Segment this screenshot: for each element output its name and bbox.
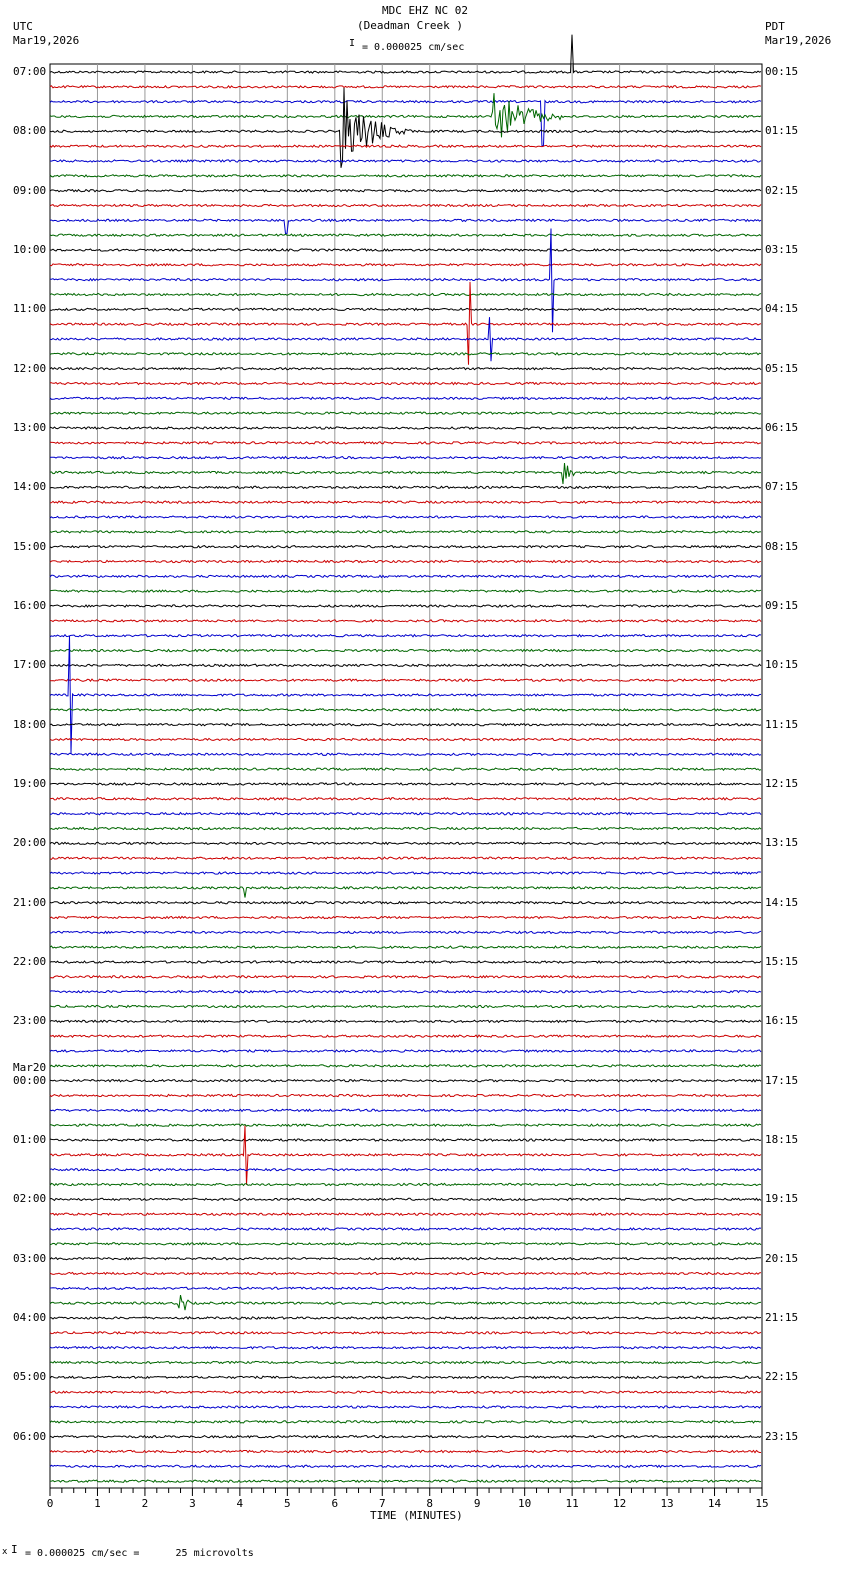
trace-28	[50, 486, 761, 488]
trace-5	[50, 145, 761, 147]
trace-65	[50, 1035, 761, 1037]
trace-39	[50, 649, 761, 651]
utc-hour-label: 16:00	[13, 599, 47, 612]
pdt-hour-label: 19:15	[765, 1192, 799, 1206]
utc-hour-label: 17:00	[13, 658, 47, 672]
trace-15	[50, 293, 761, 295]
pdt-hour-label: 22:15	[765, 1370, 799, 1384]
trace-20	[50, 368, 761, 370]
utc-hour-label: 12:00	[13, 361, 47, 375]
trace-40	[50, 664, 761, 666]
pdt-hour-label: 04:15	[765, 302, 799, 316]
trace-25	[50, 442, 761, 444]
pdt-hour-label: 16:15	[765, 1014, 799, 1028]
utc-hour-label: 01:00	[13, 1133, 47, 1146]
utc-hour-label: 07:00	[13, 65, 47, 78]
trace-78	[50, 1228, 761, 1230]
x-tick-label-5: 5	[284, 1497, 291, 1510]
trace-56	[50, 902, 761, 904]
pdt-hour-label: 01:15	[765, 124, 799, 138]
pdt-hour-label: 14:15	[765, 895, 799, 909]
trace-80	[50, 1258, 761, 1260]
x-tick-label-15: 15	[755, 1497, 769, 1510]
pdt-hour-label: 05:15	[765, 361, 799, 375]
trace-26	[50, 457, 761, 459]
trace-73	[50, 1126, 761, 1185]
trace-51	[50, 827, 761, 829]
pdt-hour-label: 17:15	[765, 1073, 799, 1087]
trace-66	[50, 1050, 761, 1052]
trace-62	[50, 991, 761, 993]
pdt-hour-label: 08:15	[765, 539, 799, 553]
pdt-hour-label: 18:15	[765, 1133, 799, 1146]
trace-43	[50, 709, 761, 711]
trace-1	[50, 86, 761, 88]
trace-37	[50, 620, 761, 622]
trace-67	[50, 1065, 761, 1067]
utc-hour-label: 03:00	[13, 1251, 47, 1265]
trace-32	[50, 546, 761, 548]
utc-hour-label: 20:00	[13, 836, 47, 850]
utc-hour-label: 11:00	[13, 302, 47, 316]
trace-88	[50, 1376, 761, 1378]
trace-layer	[50, 35, 761, 1483]
trace-85	[50, 1332, 761, 1334]
trace-8	[50, 190, 761, 192]
pdt-hour-label: 07:15	[765, 480, 799, 494]
trace-72	[50, 1139, 761, 1141]
trace-23	[50, 412, 761, 414]
trace-86	[50, 1347, 761, 1349]
trace-53	[50, 857, 761, 859]
scale-label: = 0.000025 cm/sec	[362, 42, 465, 53]
utc-hour-label: 19:00	[13, 777, 47, 790]
location-subtitle: (Deadman Creek )	[357, 19, 463, 32]
station-title: MDC EHZ NC 02	[381, 4, 469, 17]
trace-14	[50, 229, 761, 333]
pdt-hour-label: 03:15	[765, 243, 799, 256]
x-tick-label-14: 14	[707, 1497, 722, 1510]
trace-83	[50, 1295, 761, 1310]
trace-31	[50, 531, 761, 533]
trace-22	[50, 397, 761, 399]
trace-35	[50, 590, 761, 592]
x-tick-label-9: 9	[473, 1497, 481, 1510]
trace-76	[50, 1198, 761, 1200]
trace-71	[50, 1124, 761, 1126]
trace-42	[50, 636, 761, 754]
trace-64	[50, 1020, 761, 1022]
x-tick-label-3: 3	[189, 1497, 196, 1510]
utc-hour-label: 04:00	[13, 1311, 47, 1324]
x-tick-label-11: 11	[565, 1497, 579, 1510]
scale-bar-icon: I	[349, 38, 356, 49]
trace-57	[50, 916, 761, 918]
footer-arrow-icon: x	[2, 1547, 8, 1557]
x-tick-label-0: 0	[46, 1497, 54, 1510]
pdt-date-label: Mar19,2026	[765, 34, 832, 47]
trace-82	[50, 1287, 761, 1289]
x-axis	[47, 1488, 769, 1510]
trace-70	[50, 1109, 761, 1111]
footer-scale-note: = 0.000025 cm/sec = 25 microvolts	[25, 1548, 254, 1559]
trace-4	[50, 88, 761, 168]
trace-63	[50, 1005, 761, 1007]
trace-11	[50, 234, 761, 236]
x-tick-label-1: 1	[94, 1497, 101, 1510]
x-tick-label-10: 10	[518, 1497, 532, 1510]
trace-87	[50, 1361, 761, 1363]
trace-12	[50, 249, 761, 251]
trace-58	[50, 931, 761, 933]
x-tick-label-7: 7	[378, 1497, 386, 1510]
trace-77	[50, 1213, 761, 1215]
utc-hour-label: 15:00	[13, 539, 47, 553]
footer-scale-bar-icon: I	[11, 1543, 18, 1556]
trace-59	[50, 946, 761, 948]
trace-75	[50, 1183, 761, 1185]
date-change-label: Mar20	[13, 1060, 47, 1074]
trace-54	[50, 872, 761, 874]
trace-24	[50, 427, 761, 429]
pdt-hour-label: 21:15	[765, 1311, 799, 1324]
utc-hour-label: 02:00	[13, 1192, 47, 1206]
trace-36	[50, 605, 761, 607]
trace-68	[50, 1080, 761, 1082]
pdt-hour-label: 20:15	[765, 1251, 799, 1265]
trace-16	[50, 308, 761, 310]
trace-55	[50, 887, 761, 898]
trace-0	[50, 35, 761, 73]
utc-hour-label: 08:00	[13, 124, 47, 138]
utc-hour-label: 18:00	[13, 717, 47, 731]
trace-21	[50, 382, 761, 384]
trace-69	[50, 1094, 761, 1096]
x-tick-label-12: 12	[612, 1497, 627, 1510]
pdt-hour-label: 09:15	[765, 599, 799, 612]
pdt-hour-label: 15:15	[765, 955, 799, 968]
trace-49	[50, 798, 761, 800]
plot-frame	[50, 64, 762, 1488]
trace-10	[50, 219, 761, 234]
trace-13	[50, 264, 761, 266]
trace-93	[50, 1450, 761, 1452]
trace-27	[50, 463, 761, 484]
trace-33	[50, 560, 761, 562]
trace-90	[50, 1406, 761, 1408]
pdt-hour-label: 06:15	[765, 421, 799, 434]
trace-9	[50, 204, 761, 206]
x-axis-title: TIME (MINUTES)	[370, 1509, 463, 1522]
trace-29	[50, 501, 761, 503]
trace-45	[50, 738, 761, 740]
trace-47	[50, 768, 761, 770]
utc-date-label: Mar19,2026	[13, 34, 80, 47]
trace-38	[50, 635, 761, 637]
utc-hour-label: 09:00	[13, 183, 47, 197]
pdt-hour-label: 23:15	[765, 1429, 799, 1443]
utc-hour-label: 21:00	[13, 895, 47, 909]
trace-81	[50, 1272, 761, 1274]
trace-7	[50, 175, 761, 177]
pdt-hour-label: 12:15	[765, 777, 799, 790]
trace-61	[50, 976, 761, 978]
trace-92	[50, 1436, 761, 1438]
grid-layer	[50, 64, 762, 1488]
trace-41	[50, 679, 761, 681]
utc-hour-label: 00:00	[13, 1073, 47, 1087]
trace-19	[50, 353, 761, 355]
utc-hour-label: 22:00	[13, 955, 47, 968]
utc-hour-label: 10:00	[13, 243, 47, 256]
trace-2	[50, 101, 761, 147]
trace-89	[50, 1391, 761, 1393]
trace-30	[50, 516, 761, 518]
utc-hour-label: 06:00	[13, 1429, 47, 1443]
trace-6	[50, 160, 761, 162]
pdt-hour-label: 13:15	[765, 836, 799, 850]
pdt-hour-label: 02:15	[765, 183, 799, 197]
trace-94	[50, 1465, 761, 1467]
utc-hour-label: 23:00	[13, 1014, 47, 1028]
trace-79	[50, 1243, 761, 1245]
utc-zone-label: UTC	[13, 20, 33, 33]
trace-60	[50, 961, 761, 963]
trace-91	[50, 1421, 761, 1423]
pdt-zone-label: PDT	[765, 20, 785, 33]
utc-hour-label: 14:00	[13, 480, 47, 494]
trace-84	[50, 1317, 761, 1319]
x-tick-label-13: 13	[660, 1497, 674, 1510]
trace-48	[50, 783, 761, 785]
pdt-hour-label: 10:15	[765, 658, 799, 672]
trace-95	[50, 1480, 761, 1482]
x-tick-label-2: 2	[141, 1497, 149, 1510]
pdt-hour-label: 11:15	[765, 717, 799, 731]
utc-hour-label: 05:00	[13, 1370, 47, 1384]
x-tick-label-8: 8	[426, 1497, 434, 1510]
trace-44	[50, 724, 761, 726]
trace-50	[50, 813, 761, 815]
utc-hour-label: 13:00	[13, 421, 47, 434]
trace-46	[50, 753, 761, 755]
trace-52	[50, 842, 761, 844]
x-tick-label-6: 6	[331, 1497, 339, 1510]
x-tick-label-4: 4	[236, 1497, 244, 1510]
trace-74	[50, 1169, 761, 1171]
trace-34	[50, 575, 761, 577]
pdt-hour-label: 00:15	[765, 65, 799, 78]
